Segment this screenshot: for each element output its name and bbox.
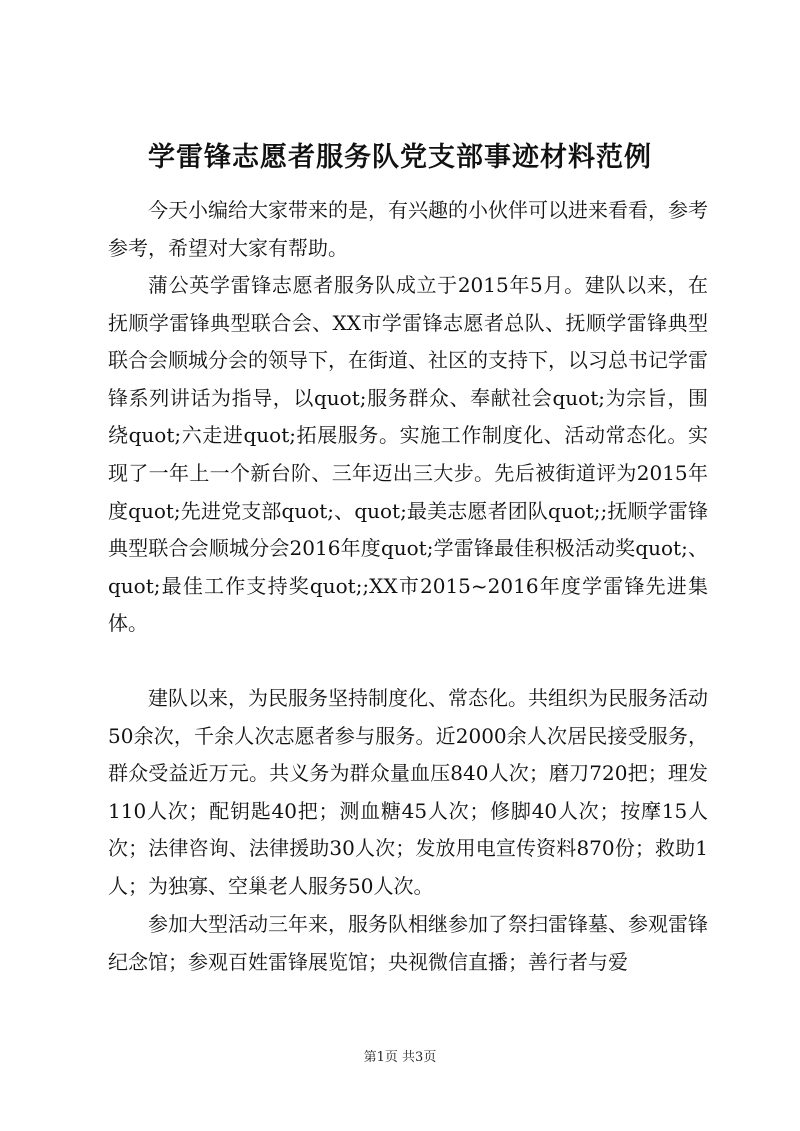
document-title: 学雷锋志愿者服务队党支部事迹材料范例 — [148, 142, 652, 173]
paragraph-large-events: 参加大型活动三年来，服务队相继参加了祭扫雷锋墓、参观雷锋纪念馆；参观百姓雷锋展览馆；央视微信直播；善行者与爱 — [108, 912, 708, 974]
paragraph-service-stats: 建队以来，为民服务坚持制度化、常态化。共组织为民服务活动50余次，千余人次志愿者参与服务。近2000余人次居民接受服务，群众受益近万元。共义务为群众量血压840人次；磨刀720把；理发110人次；配钥匙40把；测血糖45人次；修脚40人次；按摩15人次；法律咨询、法律援助30人次；发放用电宣传资料870份；救助1人；为独寡、空巢老人服务50人次。 — [108, 686, 708, 898]
page-number-footer: 第1页 共3页 — [363, 1050, 437, 1065]
paragraph-team-history: 蒲公英学雷锋志愿者服务队成立于2015年5月。建队以来，在抚顺学雷锋典型联合会、XX市学雷锋志愿者总队、抚顺学雷锋典型联合会顺城分会的领导下，在街道、社区的支持下，以习总书记学雷锋系列讲话为指导，以quot;服务群众、奉献社会quot;为宗旨，围绕quot;六走进quot;拓展服务。实施工作制度化、活动常态化。实现了一年上一个新台阶、三年迈出三大步。先后被街道评为2015年度quot;先进党支部quot;、quot;最美志愿者团队quot;;抚顺学雷锋典型联合会顺城分会2016年度quot;学雷锋最佳积极活动奖quot;、quot;最佳工作支持奖quot;;XX市2015~2016年度学雷锋先进集体。 — [108, 273, 708, 636]
paragraph-intro: 今天小编给大家带来的是，有兴趣的小伙伴可以进来看看，参考参考，希望对大家有帮助。 — [108, 198, 708, 260]
